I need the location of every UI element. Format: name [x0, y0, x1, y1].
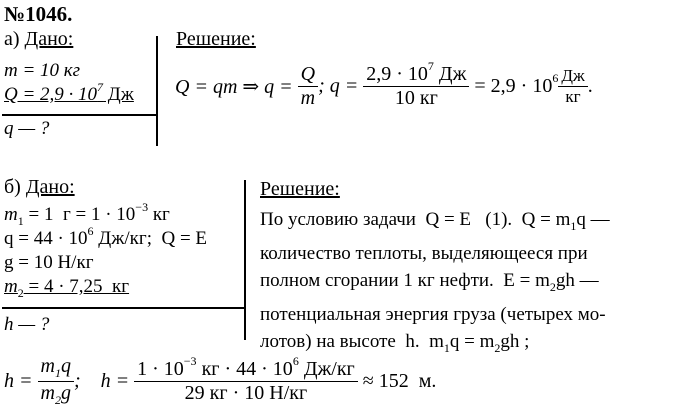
eq-a-frac1-num: Q [298, 63, 318, 87]
eq-a-frac2-num-unit: Дж [433, 62, 467, 85]
f1-num-b: q [60, 354, 71, 377]
eq-a-frac1-den: m [300, 86, 316, 109]
eq-a-frac2-num [363, 58, 469, 87]
final-h1: h = [4, 369, 38, 392]
part-b-final-equation [4, 352, 436, 410]
part-a-given-Q [4, 80, 134, 106]
f1-den-sub: 2 [54, 392, 61, 407]
sol-l5-a: лотов) на высоте h. m [260, 330, 444, 352]
problem-number: №1046. [4, 2, 73, 26]
solution-line-2: количество теплоты, выделяющееся при [260, 242, 588, 264]
given-q-rest: Дж/кг; Q = E [93, 228, 208, 249]
eq-a-frac1 [298, 63, 318, 110]
part-a-label: а) [4, 28, 20, 50]
part-a-given-Q-exp: 7 [97, 80, 104, 94]
given-m1-symbol: m [4, 204, 18, 225]
final-frac1-num [38, 355, 74, 382]
final-frac1 [38, 355, 74, 408]
solution-line-3 [260, 267, 610, 301]
part-b-label: б) [4, 176, 21, 198]
sol-l5-sub2: 2 [494, 340, 501, 355]
part-a-given-Q-unit: Дж [103, 84, 134, 105]
final-sep: ; h = [73, 369, 135, 392]
f1-num-a: m [40, 354, 55, 377]
part-b-label-row [4, 176, 75, 199]
f2-num-exp1: −3 [183, 353, 197, 368]
final-frac2 [134, 353, 358, 405]
part-b-vertical-divider [244, 180, 246, 340]
eq-a-part3-base: = 2,9 · 10 [469, 74, 553, 97]
final-frac2-den: 29 кг · 10 Н/кг [184, 381, 308, 404]
sol-l5-sub1: 1 [443, 340, 450, 355]
final-frac1-den [38, 382, 74, 408]
part-b-find: h — ? [4, 314, 50, 335]
part-a-given-m: m = 10 кг [4, 60, 81, 81]
eq-a-frac2 [363, 58, 469, 110]
sol-l1-a: По условию задачи Q = E (1). Q = m [260, 209, 571, 230]
f2-num-c: Дж/кг [298, 357, 355, 380]
eq-a-part3-exp: 6 [552, 70, 559, 85]
given-m2-symbol: m [4, 276, 18, 297]
f1-num-sub: 1 [54, 365, 61, 380]
f2-num-exp2: 6 [292, 353, 299, 368]
f1-den-a: m [40, 381, 55, 404]
eq-a-part2: ; q = [318, 74, 364, 97]
given-m1-value: = 1 г = 1 · 10 [23, 204, 136, 225]
sol-l5-b: q = m [449, 330, 495, 352]
sol-l3-sub: 2 [549, 279, 556, 294]
part-b-given-divider [2, 307, 246, 309]
eq-a-frac2-num-base: 2,9 · 10 [366, 62, 428, 85]
given-m1-exp: −3 [135, 200, 149, 214]
sol-l5-c: gh ; [500, 330, 530, 352]
part-b-solution-header: Решение: [260, 178, 340, 200]
part-a-solution-header: Решение: [176, 28, 256, 50]
part-a-equation [175, 60, 593, 112]
eq-a-frac3 [558, 66, 587, 107]
part-a-find: q — ? [4, 118, 50, 139]
eq-a-frac2-den: 10 кг [394, 86, 438, 109]
final-frac2-num [134, 353, 358, 382]
part-b-given-q [4, 224, 208, 250]
sol-l1-b: q — [576, 209, 610, 230]
eq-a-frac2-num-exp: 7 [427, 58, 434, 73]
part-a-given-Q-base: Q = 2,9 · 10 [4, 84, 98, 105]
part-a-label-row [4, 28, 73, 51]
eq-a-part1: Q = qm ⇒ q = [175, 75, 298, 98]
f2-num-a: 1 · 10 [137, 357, 184, 380]
part-b-given-g: g = 10 Н/кг [4, 252, 94, 273]
part-b-solution-text [260, 206, 610, 361]
f1-den-b: g [60, 381, 71, 404]
sol-l1-sub: 1 [570, 218, 577, 233]
solution-line-1 [260, 206, 610, 240]
f2-num-b: кг · 44 · 10 [196, 357, 293, 380]
sol-l3-a: полном сгорании 1 кг нефти. E = m [260, 269, 550, 291]
final-result: ≈ 152 м. [357, 369, 437, 392]
solution-line-4: потенциальная энергия груза (четырех мо- [260, 303, 606, 325]
given-m2-sub: 2 [17, 285, 24, 300]
part-b-given-m2 [4, 276, 129, 301]
given-m1-sub: 1 [17, 213, 24, 228]
sol-l3-b: gh — [555, 269, 599, 291]
given-m2-value: = 4 · 7,25 кг [23, 276, 130, 297]
part-b-given-header: Дано: [25, 176, 75, 198]
given-q-exp: 6 [87, 224, 94, 238]
eq-a-frac3-den: кг [565, 86, 581, 106]
eq-a-frac3-num: Дж [558, 66, 587, 87]
given-q-base: q = 44 · 10 [4, 228, 88, 249]
given-m1-unit: кг [148, 204, 170, 225]
part-a-given-header: Дано: [24, 28, 74, 50]
part-a-given-divider [2, 114, 157, 116]
part-a-vertical-divider [156, 36, 158, 146]
eq-a-end: . [587, 74, 593, 97]
part-b-given-m1 [4, 200, 170, 229]
eq-a-part3 [469, 70, 559, 98]
